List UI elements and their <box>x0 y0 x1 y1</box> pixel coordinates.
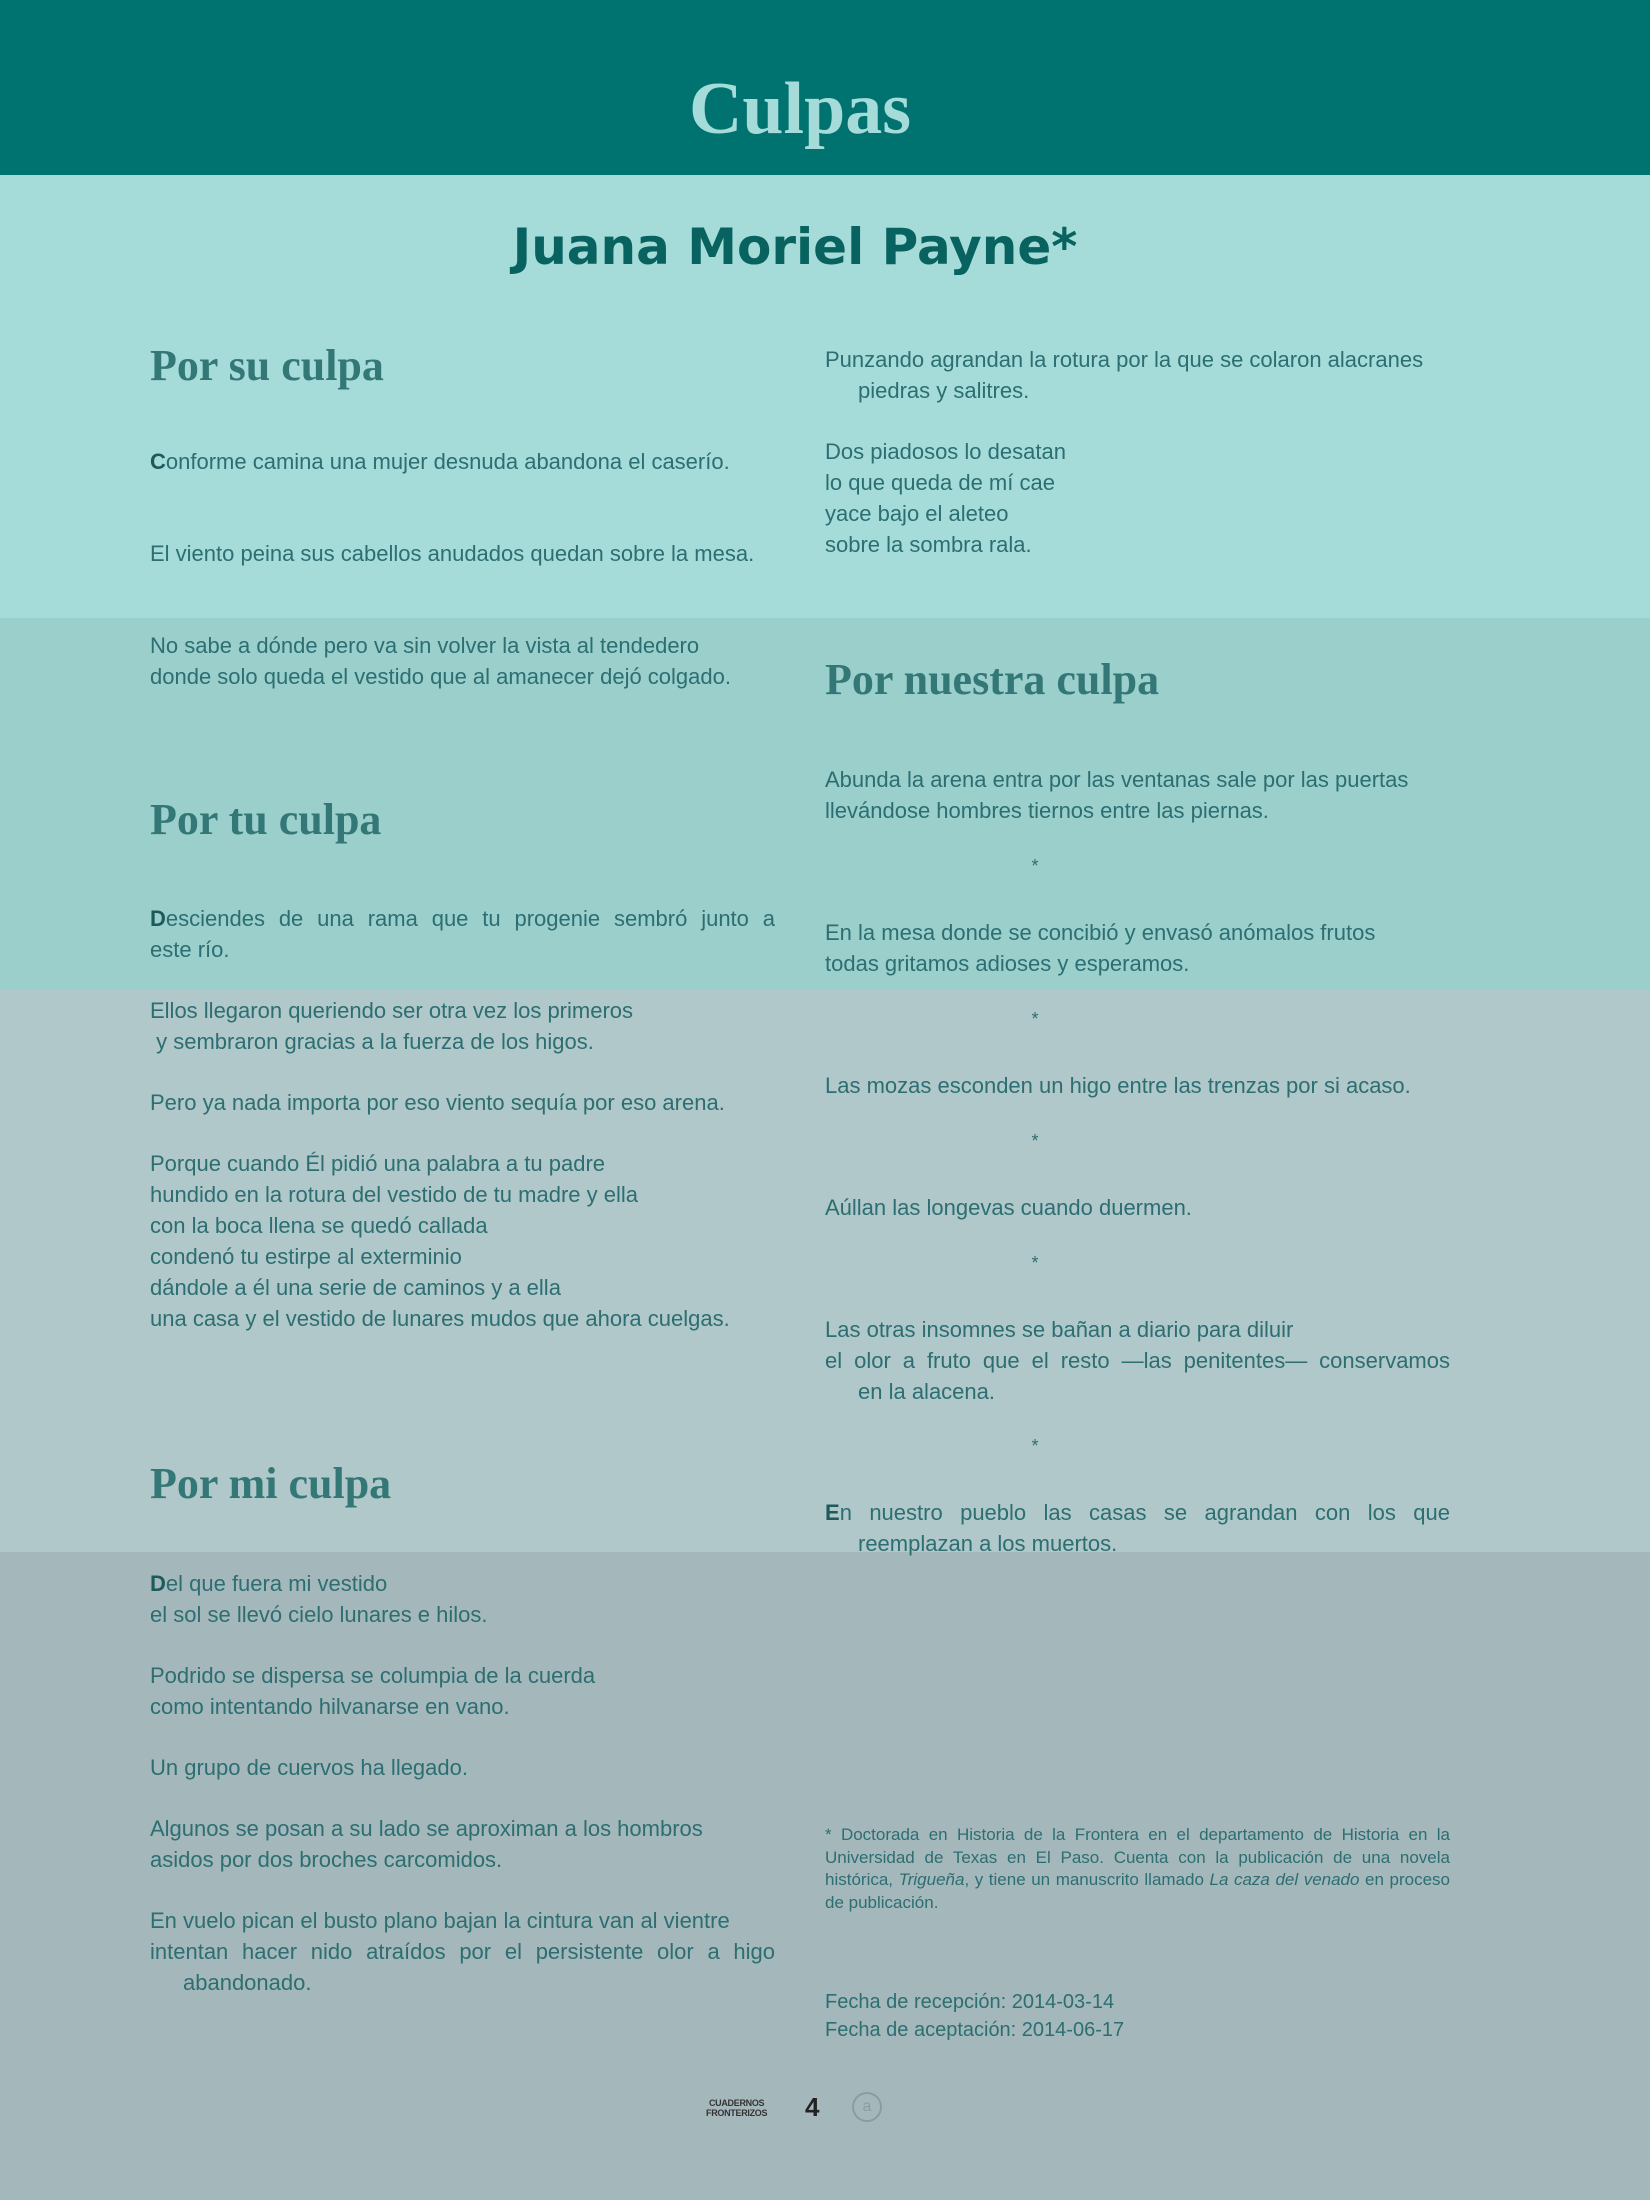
footnote-text: , y tiene un manuscrito llamado <box>964 1870 1210 1889</box>
separator-asterisk: * <box>1031 1253 1039 1273</box>
page-footer <box>700 2090 900 2130</box>
text-line: sobre la sombra rala. <box>825 532 1032 557</box>
text-line: intentan hacer nido atraídos por el persistente olor a higo <box>150 1939 775 1964</box>
dates-block <box>825 1988 1124 2044</box>
separator-asterisk: * <box>1031 1436 1039 1456</box>
text-line: Un grupo de cuervos ha llegado. <box>150 1755 468 1780</box>
text-line: y sembraron gracias a la fuerza de los higos. <box>150 1029 594 1054</box>
text-line: Aúllan las longevas cuando duermen. <box>825 1195 1192 1220</box>
paragraph <box>150 1752 775 1783</box>
text-line: una casa y el vestido de lunares mudos que ahora cuelgas. <box>150 1306 730 1331</box>
text-line: reemplazan a los muertos. <box>858 1531 1118 1556</box>
text-line: el que fuera mi vestido <box>165 1571 388 1596</box>
text-line: Las mozas esconden un higo entre las trenzas por si acaso. <box>825 1073 1411 1098</box>
text-line: lo que queda de mí cae <box>825 470 1055 495</box>
text-line: asidos por dos broches carcomidos. <box>150 1847 503 1872</box>
text-line: este río. <box>150 937 230 962</box>
journal-logo-line: CUADERNOS <box>708 2098 765 2108</box>
text-line: n nuestro pueblo las casas se agrandan con los que <box>839 1500 1450 1525</box>
drop-cap: D <box>150 1571 166 1596</box>
paragraph <box>150 446 775 477</box>
paragraph <box>825 764 1450 826</box>
text-line: En la mesa donde se concibió y envasó anómalos frutos <box>825 920 1376 945</box>
page-title: Culpas <box>688 68 912 150</box>
drop-cap: E <box>825 1500 840 1525</box>
paragraph <box>825 917 1450 979</box>
paragraph <box>825 1497 1450 1559</box>
separator-asterisk: * <box>1031 1131 1039 1151</box>
text-line: piedras y salitres. <box>858 378 1030 403</box>
journal-logo <box>706 2098 767 2118</box>
text-line: En vuelo pican el busto plano bajan la cintura van al vientre <box>150 1908 730 1933</box>
text-line: donde solo queda el vestido que al amanecer dejó colgado. <box>150 664 731 689</box>
paragraph <box>150 1148 775 1334</box>
paragraph <box>150 995 775 1057</box>
text-line: onforme camina una mujer desnuda abandona el caserío. <box>165 449 730 474</box>
text-line: Podrido se dispersa se columpia de la cuerda <box>150 1663 596 1688</box>
paragraph <box>150 1905 775 1998</box>
paragraph <box>150 1813 775 1875</box>
text-line: Abunda la arena entra por las ventanas sale por las puertas <box>825 767 1409 792</box>
page-number: 4 <box>805 2092 820 2122</box>
footnote-text: en proceso de publicación. <box>825 1870 1451 1912</box>
paragraph <box>825 1070 1450 1101</box>
drop-cap: D <box>150 906 166 931</box>
text-line: en la alacena. <box>858 1379 995 1404</box>
text-line: Porque cuando Él pidió una palabra a tu padre <box>150 1151 606 1176</box>
paragraph <box>825 1192 1450 1223</box>
text-line: Las otras insomnes se bañan a diario para diluir <box>825 1317 1294 1342</box>
text-line: El viento peina sus cabellos anudados quedan sobre la mesa. <box>150 541 755 566</box>
reception-date: Fecha de recepción: 2014-03-14 <box>825 1991 1115 2013</box>
paragraph <box>825 1314 1450 1407</box>
separator-asterisk: * <box>1031 856 1039 876</box>
section-heading-por-tu-culpa: Por tu culpa <box>150 795 382 844</box>
novel-title: Trigueña <box>898 1870 965 1889</box>
author-name: Juana Moriel Payne* <box>512 218 1078 276</box>
section-heading-por-su-culpa: Por su culpa <box>150 341 384 390</box>
text-line: como intentando hilvanarse en vano. <box>150 1694 510 1719</box>
text-line: dándole a él una serie de caminos y a ella <box>150 1275 561 1300</box>
text-line: llevándose hombres tiernos entre las piernas. <box>825 798 1269 823</box>
text-line: el sol se llevó cielo lunares e hilos. <box>150 1602 488 1627</box>
paragraph <box>825 344 1450 406</box>
text-line: esciendes de una rama que tu progenie sembró junto a <box>165 906 775 931</box>
footnote-text: * Doctorada en Historia de la Frontera en el departamento de Historia en la Universidad de Texas en El Paso. Cuenta con la publicación de una novela histórica, <box>825 1825 1450 1889</box>
text-line: Pero ya nada importa por eso viento sequía por eso arena. <box>150 1090 725 1115</box>
text-line: yace bajo el aleteo <box>825 501 1009 526</box>
text-line: Ellos llegaron queriendo ser otra vez los primeros <box>150 998 634 1023</box>
paragraph <box>150 630 775 692</box>
paragraph <box>150 1660 775 1722</box>
separator-asterisk: * <box>1031 1009 1039 1029</box>
paragraph <box>825 436 1450 560</box>
journal-logo-line: FRONTERIZOS <box>706 2108 768 2118</box>
text-line: abandonado. <box>183 1970 312 1995</box>
drop-cap: C <box>150 449 166 474</box>
text-line: Dos piadosos lo desatan <box>825 439 1066 464</box>
text-line: Punzando agrandan la rotura por la que se colaron alacranes <box>825 347 1424 372</box>
paragraph <box>150 1568 775 1630</box>
paragraph <box>150 1087 775 1118</box>
paragraph <box>150 538 775 569</box>
section-heading-por-nuestra-culpa: Por nuestra culpa <box>825 655 1160 704</box>
text-line: Algunos se posan a su lado se aproximan a los hombros <box>150 1816 703 1841</box>
manuscript-title: La caza del venado <box>1209 1870 1360 1889</box>
acceptance-date: Fecha de aceptación: 2014-06-17 <box>825 2019 1125 2041</box>
text-line: el olor a fruto que el resto —las penitentes— conservamos <box>825 1348 1450 1373</box>
text-line: No sabe a dónde pero va sin volver la vista al tendedero <box>150 633 700 658</box>
open-access-icon: a <box>852 2092 882 2122</box>
author-footnote <box>825 1824 1450 1914</box>
text-line: hundido en la rotura del vestido de tu madre y ella <box>150 1182 638 1207</box>
section-heading-por-mi-culpa: Por mi culpa <box>150 1459 392 1508</box>
text-line: con la boca llena se quedó callada <box>150 1213 488 1238</box>
text-line: condenó tu estirpe al exterminio <box>150 1244 462 1269</box>
text-line: todas gritamos adioses y esperamos. <box>825 951 1190 976</box>
paragraph <box>150 903 775 965</box>
